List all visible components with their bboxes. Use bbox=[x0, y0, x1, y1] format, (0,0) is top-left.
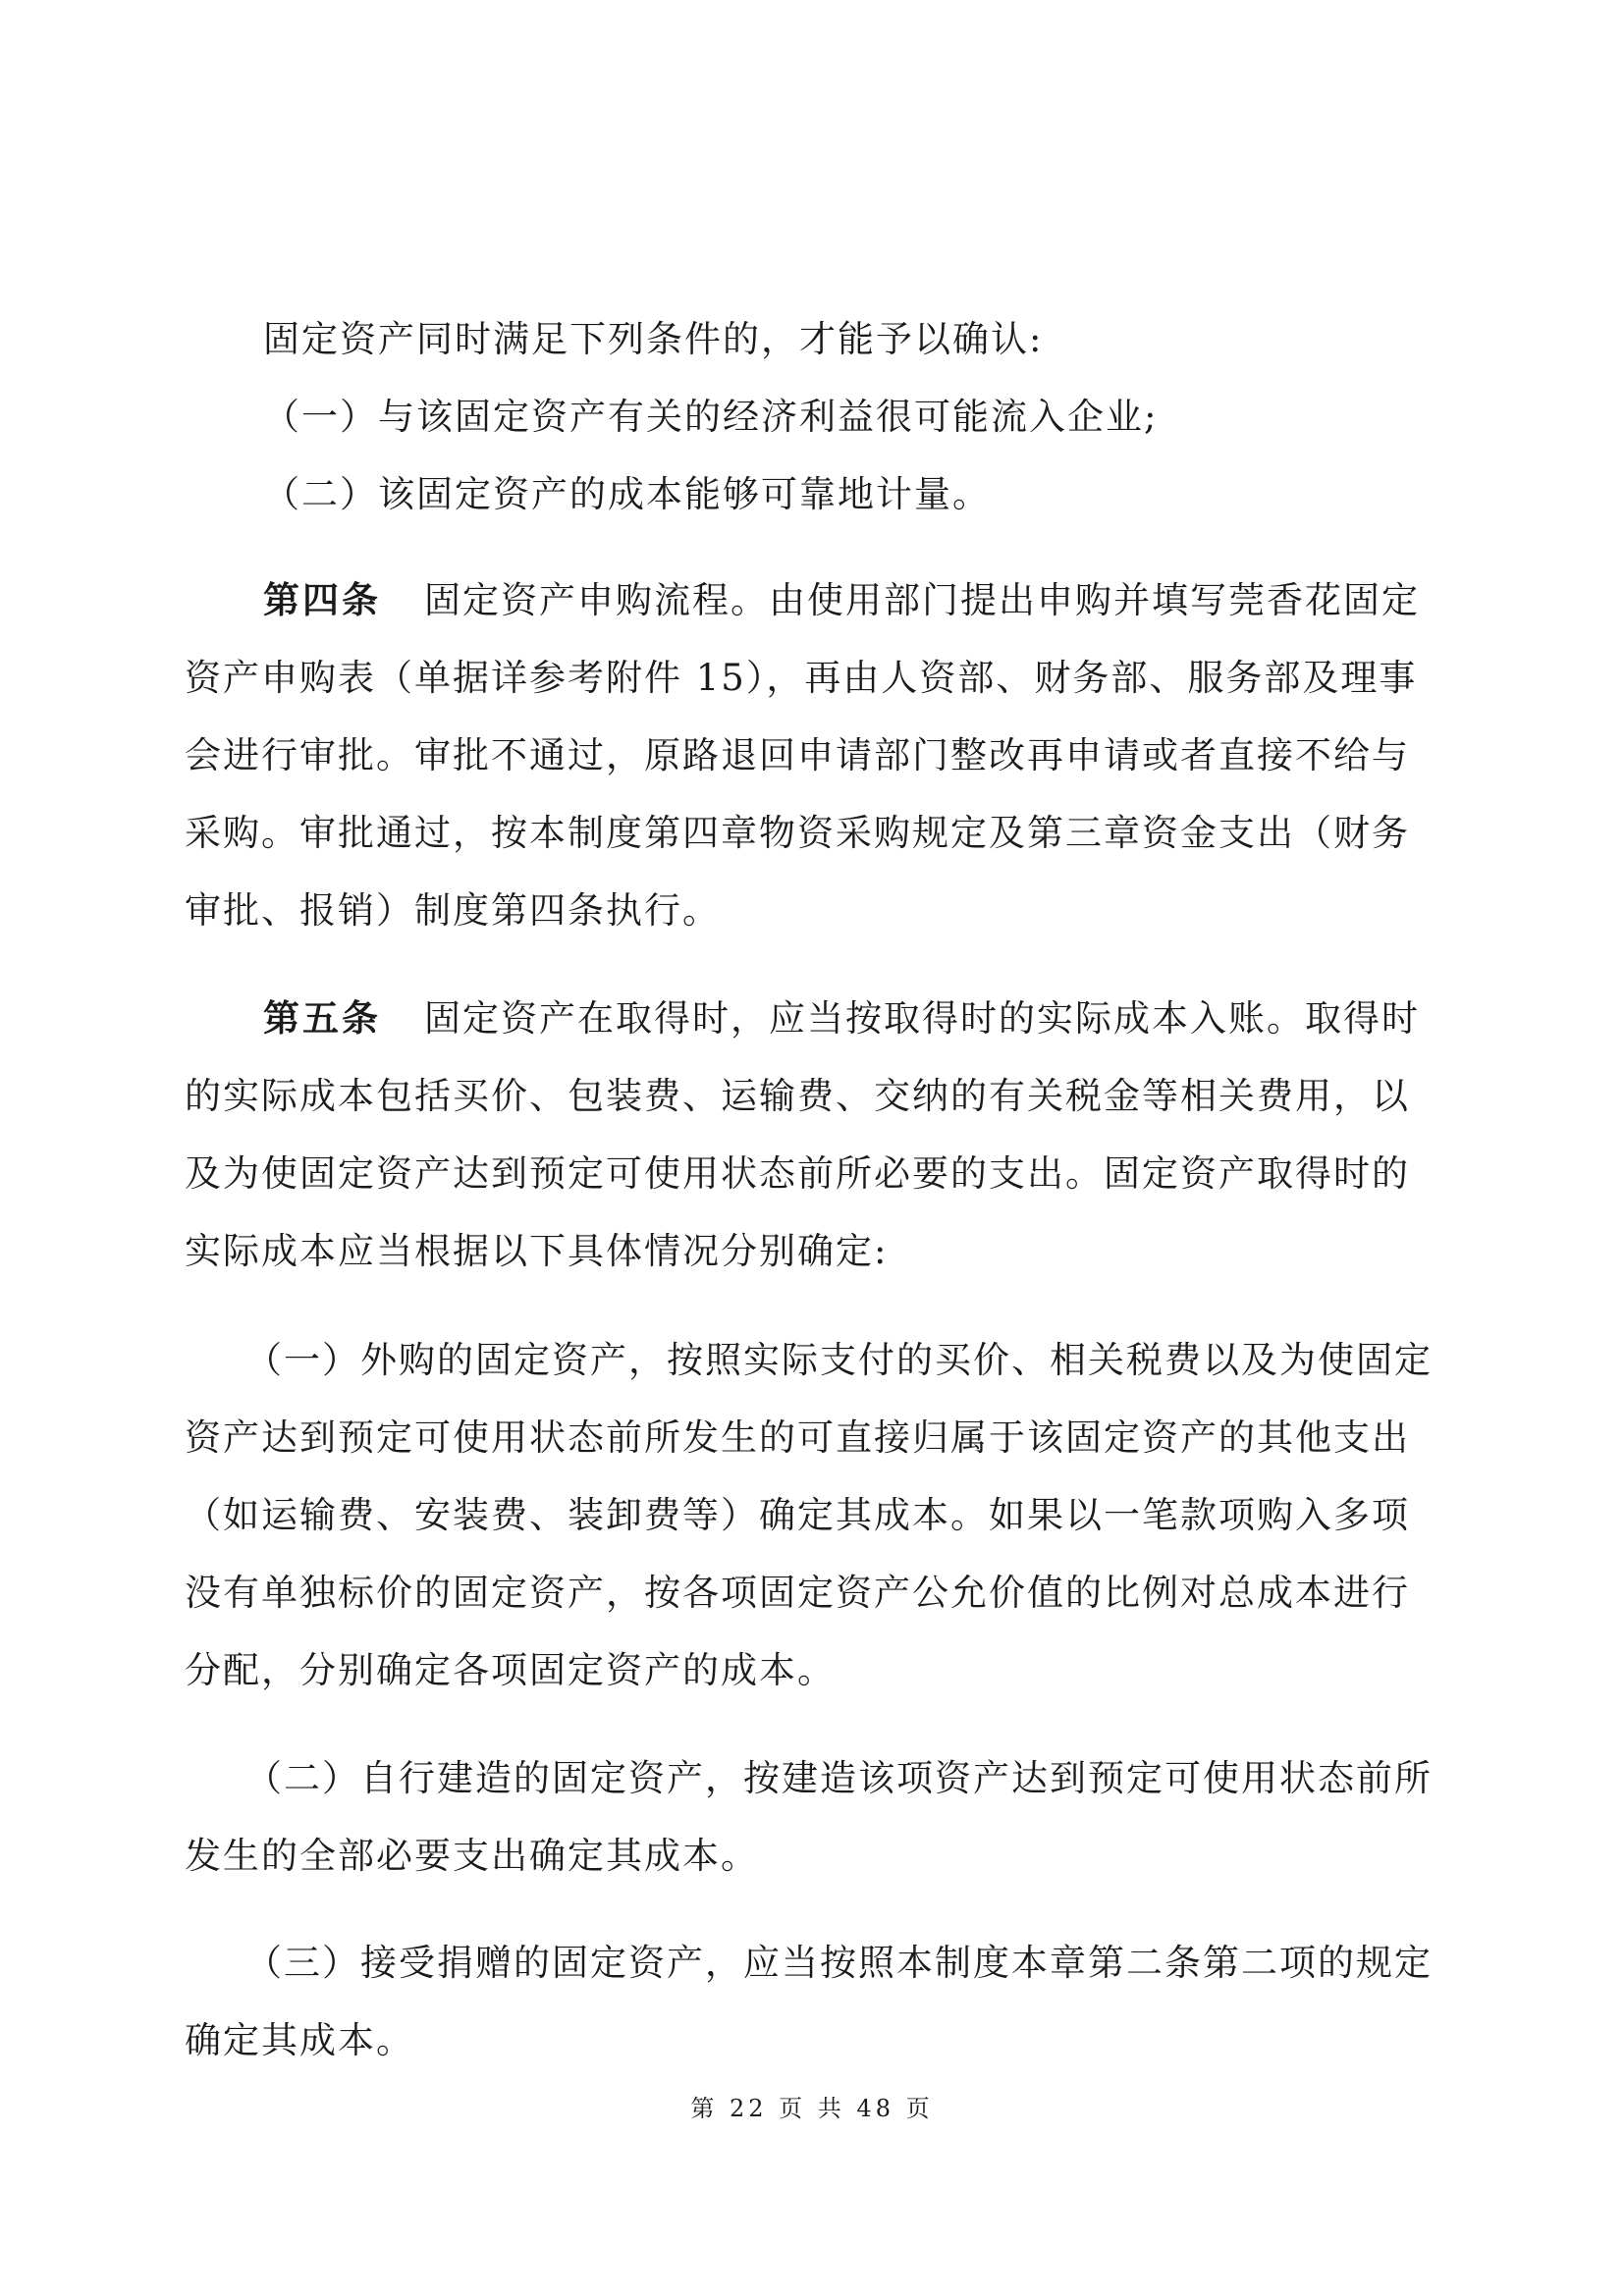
article-5-first-line bbox=[185, 980, 1432, 1057]
article-5-line: 的实际成本包括买价、包装费、运输费、交纳的有关税金等相关费用，以 bbox=[185, 1075, 1410, 1117]
article-4 bbox=[185, 561, 1432, 949]
article-4-line: 审批、报销）制度第四条执行。 bbox=[185, 889, 721, 932]
article-4-heading: 第四条 bbox=[263, 578, 381, 621]
item-1-line: 没有单独标价的固定资产，按各项固定资产公允价值的比例对总成本进行 bbox=[185, 1572, 1410, 1614]
article-5-line: 实际成本应当根据以下具体情况分别确定: bbox=[185, 1230, 889, 1272]
item-1-line: （一）外购的固定资产，按照实际支付的买价、相关税费以及为使固定 bbox=[245, 1339, 1433, 1381]
intro-conditions bbox=[185, 300, 1432, 533]
item-3-line: （三）接受捐赠的固定资产，应当按照本制度本章第二条第二项的规定 bbox=[245, 1942, 1433, 1984]
condition-item-1: （一）与该固定资产有关的经济利益很可能流入企业; bbox=[263, 396, 1159, 438]
item-1-line: （如运输费、安装费、装卸费等）确定其成本。如果以一笔款项购入多项 bbox=[185, 1494, 1410, 1536]
item-1-line: 资产达到预定可使用状态前所发生的可直接归属于该固定资产的其他支出 bbox=[185, 1416, 1410, 1459]
article-5 bbox=[185, 980, 1432, 1290]
item-1-line: 分配，分别确定各项固定资产的成本。 bbox=[185, 1649, 836, 1691]
page-number: 第 22 页 共 48 页 bbox=[690, 2095, 934, 2122]
article-5-line: 及为使固定资产达到预定可使用状态前所必要的支出。固定资产取得时的 bbox=[185, 1152, 1410, 1195]
article-5-heading: 第五条 bbox=[263, 996, 381, 1040]
item-3-line: 确定其成本。 bbox=[185, 2019, 414, 2061]
article-5-text: 固定资产在取得时，应当按取得时的实际成本入账。取得时 bbox=[424, 997, 1420, 1040]
item-2-line: 发生的全部必要支出确定其成本。 bbox=[185, 1835, 759, 1877]
article-4-line: 会进行审批。审批不通过，原路退回申请部门整改再申请或者直接不给与 bbox=[185, 734, 1410, 776]
article-4-line: 采购。审批通过，按本制度第四章物资采购规定及第三章资金支出（财务 bbox=[185, 812, 1410, 854]
item-2 bbox=[185, 1739, 1432, 1895]
condition-item-2: （二）该固定资产的成本能够可靠地计量。 bbox=[263, 473, 991, 515]
item-1 bbox=[185, 1321, 1432, 1709]
article-4-line: 资产申购表（单据详参考附件 15），再由人资部、财务部、服务部及理事 bbox=[185, 657, 1418, 699]
item-3 bbox=[185, 1924, 1432, 2079]
article-4-text: 固定资产申购流程。由使用部门提出申购并填写莞香花固定 bbox=[424, 579, 1420, 621]
intro-line: 固定资产同时满足下列条件的，才能予以确认: bbox=[263, 318, 1044, 360]
article-4-first-line bbox=[185, 561, 1432, 639]
item-2-line: （二）自行建造的固定资产，按建造该项资产达到预定可使用状态前所 bbox=[245, 1757, 1433, 1799]
